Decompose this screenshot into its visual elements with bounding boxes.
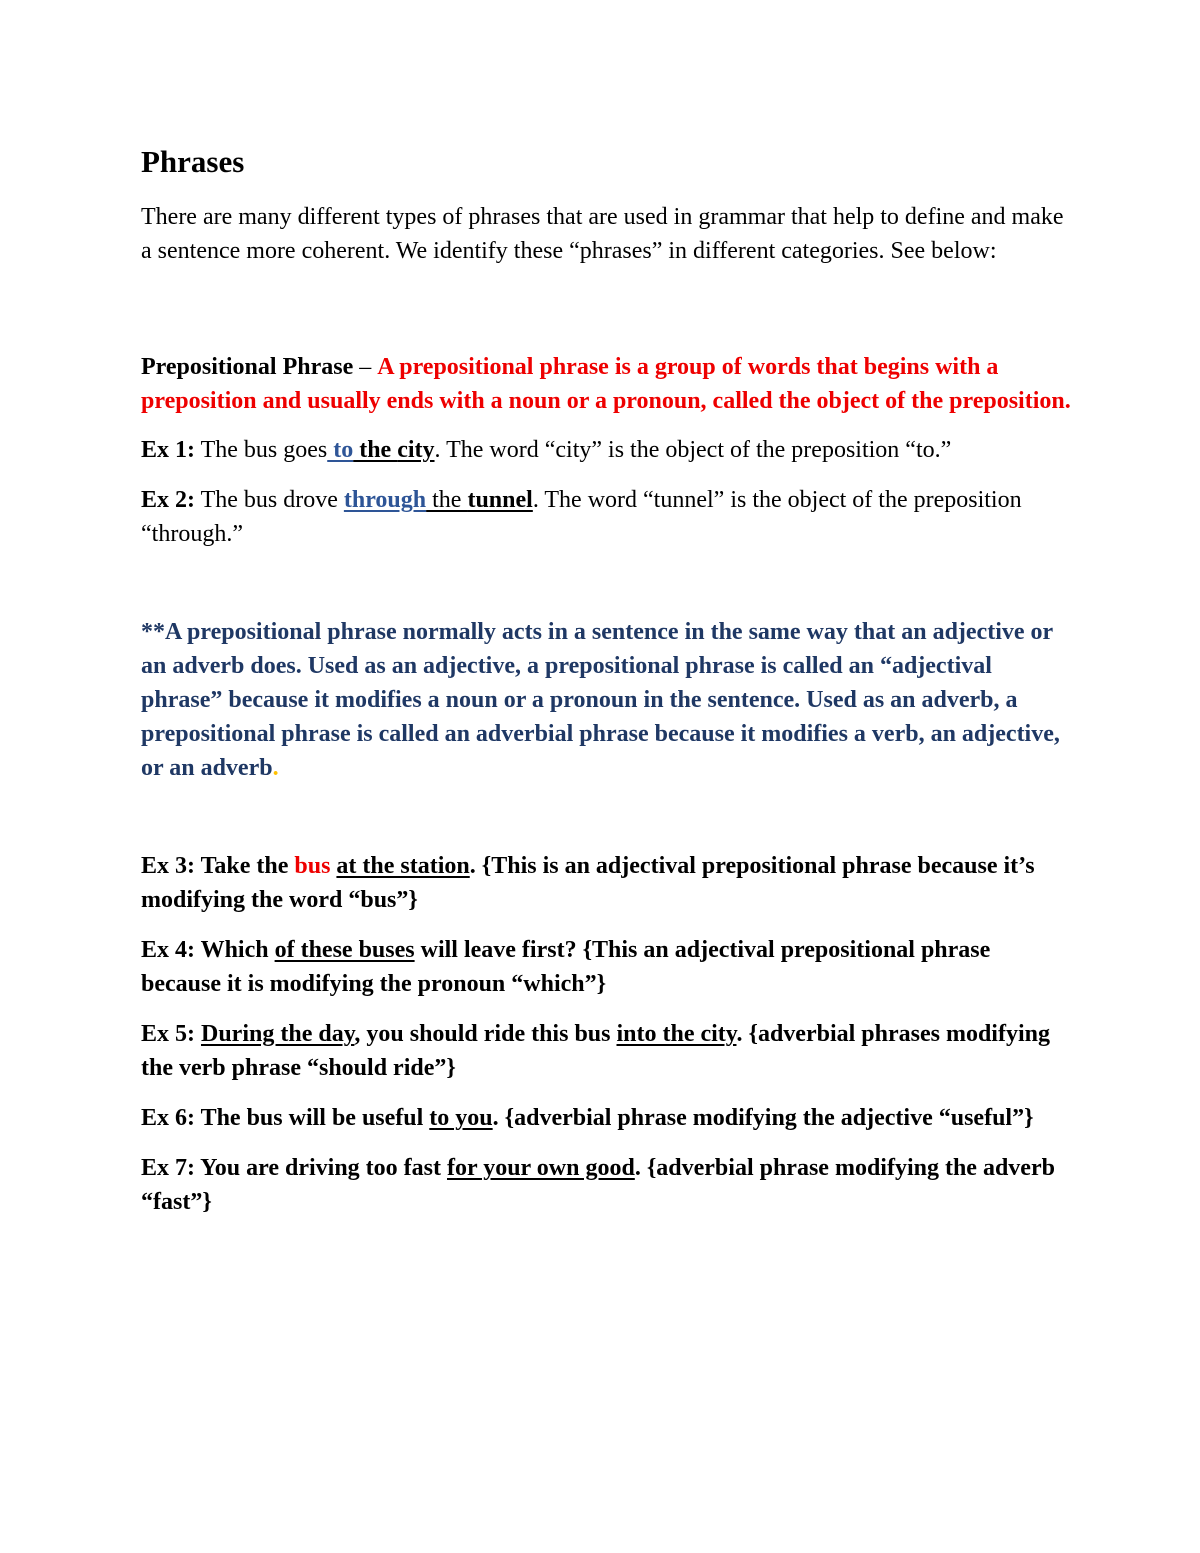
usage-note-text: **A prepositional phrase normally acts in a sentence in the same way that an adjective or an adverb does. Used as an adjective, a prepositional phrase is called an “adjectival phrase” because it modifies a noun or a pronoun in the sentence. Used as an adverb, a prepositional phrase is called an adverbial phrase because it modifies a verb, an adjective, or an adverb [141,619,1060,781]
example-explanation: . The word “city” is the object of the preposition “to.” [434,437,952,463]
example-label: Ex 1: [141,437,195,463]
example-7 [141,1151,1071,1219]
phrase-underlined: into the city [616,1021,737,1047]
example-text: The bus drove [195,487,344,513]
article-word: the [426,487,468,513]
term-dash: – [353,354,378,380]
example-explanation: . {adverbial phrases modifying the verb phrase “should ride”} [141,1021,1050,1081]
example-text: The bus will be useful [195,1105,430,1131]
example-label: Ex 7: [141,1155,195,1181]
article-word: the [353,437,398,463]
example-label: Ex 5: [141,1021,195,1047]
preposition-word: to [327,437,354,463]
example-label: Ex 2: [141,487,195,513]
usage-note [141,615,1071,785]
phrase-underlined: for your own good [447,1155,635,1181]
page-title: Phrases [141,144,245,179]
example-explanation: . {This is an adjectival prepositional phrase because it’s modifying the word “bus”} [141,853,1035,913]
prepositional-definition [141,350,1071,418]
phrase-underlined: During the day [201,1021,355,1047]
example-explanation: . The word “tunnel” is the object of the preposition “through.” [141,487,1022,547]
example-1 [141,433,1071,467]
phrase-underlined: of these buses [274,937,415,963]
preposition-word: through [343,487,427,513]
term-label: Prepositional Phrase [141,354,354,380]
object-word: city [397,437,435,463]
phrase-underlined: to you [429,1105,493,1131]
intro-paragraph: There are many different types of phrases that are used in grammar that help to define and make a sentence more coherent. We identify these “phrases” in different categories. See below: [141,204,1064,264]
example-text: You are driving too fast [195,1155,447,1181]
definition-text: A prepositional phrase is a group of words that begins with a preposition and usually ends with a noun or a pronoun, called the object of the preposition. [141,354,1071,414]
example-explanation: will leave first? {This an adjectival prepositional phrase because it is modifying the pronoun “which”} [141,937,991,997]
example-label: Ex 6: [141,1105,195,1131]
example-label: Ex 4: [141,937,195,963]
example-explanation: . {adverbial phrase modifying the adverb “fast”} [141,1155,1055,1215]
example-text: The bus goes [195,437,328,463]
example-text: Take the [195,853,295,879]
example-3 [141,849,1071,917]
example-label: Ex 3: [141,853,195,879]
example-explanation: . {adverbial phrase modifying the adjective “useful”} [492,1105,1034,1131]
phrase-underlined: at the station [336,853,470,879]
object-word: tunnel [467,487,533,513]
example-2 [141,483,1071,551]
example-text-mid: , you should ride this bus [354,1021,617,1047]
document-body [141,140,1071,1219]
modified-word: bus [294,853,331,879]
example-text: Which [195,937,275,963]
example-6 [141,1101,1071,1135]
usage-note-period: . [272,755,279,781]
example-5 [141,1017,1071,1085]
example-4 [141,933,1071,1001]
